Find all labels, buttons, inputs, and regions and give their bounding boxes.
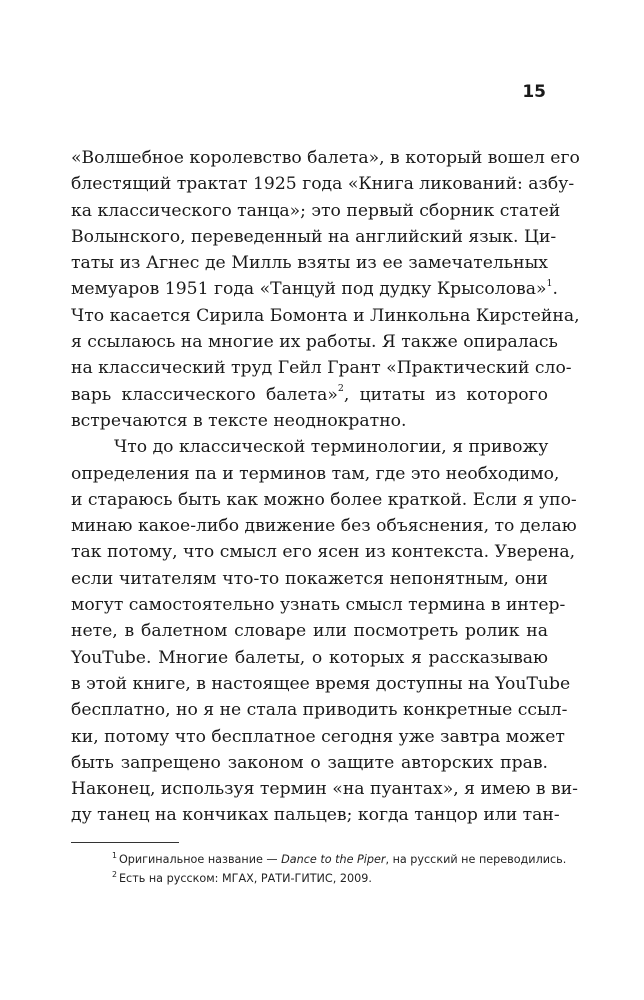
page-number: 15 <box>522 82 546 102</box>
text-line: так потому, что смысл его ясен из контекста. Уверена, <box>71 542 576 563</box>
text-line: блестящий трактат 1925 года «Книга ликований: азбу- <box>71 174 575 195</box>
footnote-1-mark: 1 <box>112 851 117 861</box>
text-segment: мемуаров 1951 года «Танцуй под дудку Крысолова» <box>71 279 547 300</box>
text-line: быть запрещено законом о защите авторских прав. <box>71 752 548 773</box>
footnote-2-text: Есть на русском: МГАХ, РАТИ-ГИТИС, 2009. <box>118 872 372 885</box>
text-line: YouTube. Многие балеты, о которых я рассказываю <box>71 647 548 668</box>
text-line: ки, потому что бесплатное сегодня уже завтра может <box>71 726 565 747</box>
text-line: на классический труд Гейл Грант «Практический сло- <box>71 358 572 379</box>
footnote-1-title: Dance to the Piper <box>281 853 386 866</box>
text-line: я ссылаюсь на многие их работы. Я также опиралась <box>71 332 558 353</box>
text-line: минаю какое-либо движение без объяснения, то делаю <box>71 516 577 537</box>
footnote-2-mark: 2 <box>112 870 117 880</box>
footnote-1-prefix: Оригинальное название — <box>118 853 282 866</box>
text-line: нете, в балетном словаре или посмотреть ролик на <box>71 621 548 642</box>
footnote-reference-1: 1 <box>546 277 553 289</box>
text-line: в этой книге, в настоящее время доступны на YouTube <box>71 673 571 694</box>
paragraph-1 <box>71 145 580 434</box>
text-segment: . <box>552 279 558 300</box>
text-line: Что до классической терминологии, я привожу <box>114 437 549 458</box>
text-line: Волынского, переведенный на английский язык. Ци- <box>71 226 557 247</box>
text-line: ка классического танца»; это первый сборник статей <box>71 200 561 221</box>
footnote-2 <box>112 869 552 888</box>
text-line: могут самостоятельно узнать смысл термина в интер- <box>71 595 566 616</box>
text-line: Что касается Сирила Бомонта и Линкольна Кирстейна, <box>71 305 580 326</box>
text-segment: , цитаты из которого <box>343 384 548 405</box>
text-line: ду танец на кончиках пальцев; когда танцор или тан- <box>71 805 560 826</box>
text-line <box>71 276 558 302</box>
text-line: «Волшебное королевство балета», в который вошел его <box>71 148 580 168</box>
text-line: если читателям что-то покажется непонятным, они <box>71 568 548 589</box>
footnote-1-suffix: , на русский не переводились. <box>385 853 567 866</box>
footnote-1 <box>112 850 567 869</box>
text-line <box>71 382 548 408</box>
paragraph-2 <box>71 434 578 828</box>
text-line: таты из Агнес де Милль взяты из ее замечательных <box>71 253 548 274</box>
main-text <box>71 145 580 829</box>
text-line: Наконец, используя термин «на пуантах», я имею в ви- <box>71 779 578 800</box>
text-line: определения па и терминов там, где это необходимо, <box>71 463 560 484</box>
text-segment: варь классического балета» <box>71 384 338 405</box>
text-line: бесплатно, но я не стала приводить конкретные ссыл- <box>71 700 568 721</box>
text-line: и стараюсь быть как можно более краткой. Если я упо- <box>71 489 577 510</box>
footnotes <box>112 850 567 888</box>
text-line: встречаются в тексте неоднократно. <box>71 410 407 431</box>
footnote-reference-2: 2 <box>337 383 344 395</box>
footnote-separator <box>71 842 179 843</box>
